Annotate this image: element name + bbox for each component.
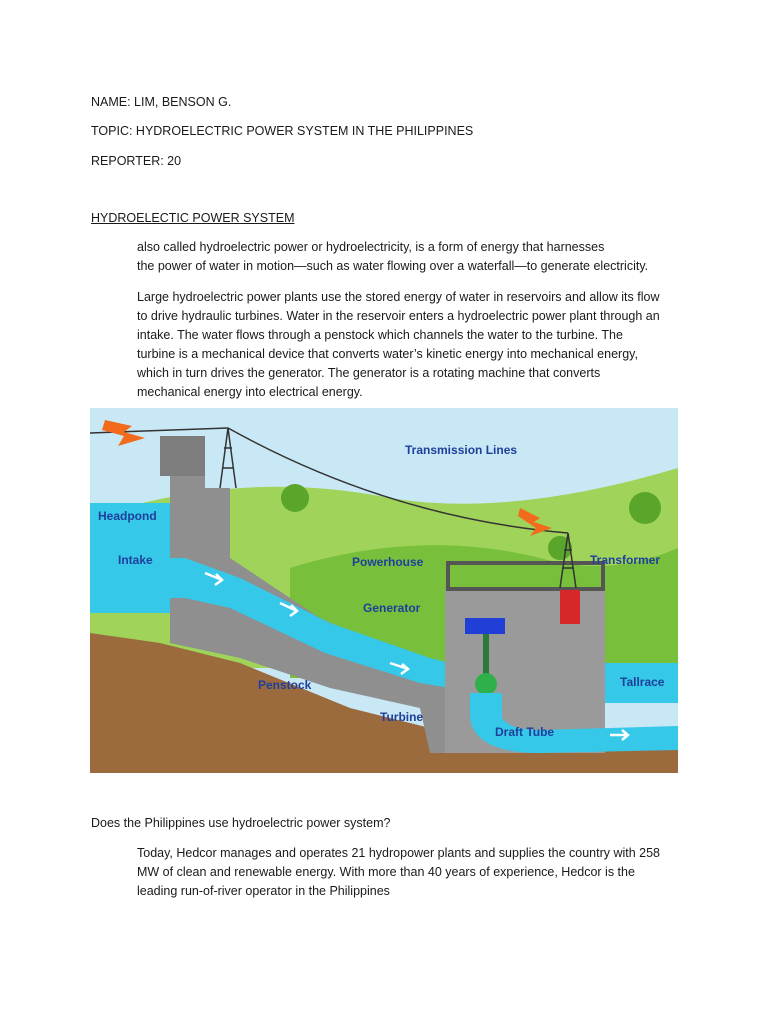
tree: [281, 484, 309, 512]
generator-shaft: [483, 634, 489, 674]
turbine-wheel: [475, 673, 497, 695]
paragraph-line: MW of clean and renewable energy. With more than 40 years of experience, Hedcor is the: [137, 865, 635, 879]
hydroelectric-plant-diagram: [90, 408, 678, 773]
label-draft-tube: Draft Tube: [495, 725, 555, 739]
label-transmission-lines: Transmission Lines: [405, 443, 518, 457]
section-heading: HYDROELECTIC POWER SYSTEM: [91, 211, 295, 225]
bullet-paragraph-process: [137, 288, 697, 402]
label-generator: Generator: [363, 601, 421, 615]
label-turbine: Turbine: [380, 710, 424, 724]
gatehouse: [160, 436, 205, 476]
label-penstock: Penstock: [258, 678, 312, 692]
label-tailrace: Tallrace: [620, 675, 665, 689]
label-headpond: Headpond: [98, 509, 157, 523]
paragraph-line: Today, Hedcor manages and operates 21 hydropower plants and supplies the country with 258: [137, 846, 661, 860]
label-transformer: Transformer: [590, 553, 661, 567]
section-question: Does the Philippines use hydroelectric power system?: [91, 816, 391, 830]
paragraph-line: turbine is a mechanical device that converts water’s kinetic energy into mechanical energy,: [137, 347, 638, 361]
name-line: NAME: LIM, BENSON G.: [91, 95, 232, 109]
paragraph-line: mechanical energy into electrical energy.: [137, 385, 363, 399]
reporter-line: REPORTER: 20: [91, 154, 182, 168]
topic-line: TOPIC: HYDROELECTRIC POWER SYSTEM IN THE PHILIPPINES: [91, 124, 474, 138]
paragraph-line: Large hydroelectric power plants use the stored energy of water in reservoirs and allow its flow: [137, 290, 660, 304]
paragraph-line: the power of water in motion—such as water flowing over a waterfall—to generate electricity.: [137, 259, 649, 273]
paragraph-line: leading run-of-river operator in the Philippines: [137, 884, 390, 898]
bullet-paragraph-hedcor: [137, 844, 697, 901]
paragraph-line: which in turn drives the generator. The generator is a rotating machine that converts: [137, 366, 601, 380]
bullet-paragraph-definition: [137, 238, 697, 276]
paragraph-line: intake. The water flows through a penstock which channels the water to the turbine. The: [137, 328, 623, 342]
label-powerhouse: Powerhouse: [352, 555, 424, 569]
paragraph-line: also called hydroelectric power or hydroelectricity, is a form of energy that harnesses: [137, 240, 605, 254]
transformer-box: [560, 590, 580, 624]
paragraph-line: to drive hydraulic turbines. Water in the reservoir enters a hydroelectric power plant through an: [137, 309, 660, 323]
generator-housing: [465, 618, 505, 634]
tree: [629, 492, 661, 524]
label-intake: Intake: [118, 553, 153, 567]
